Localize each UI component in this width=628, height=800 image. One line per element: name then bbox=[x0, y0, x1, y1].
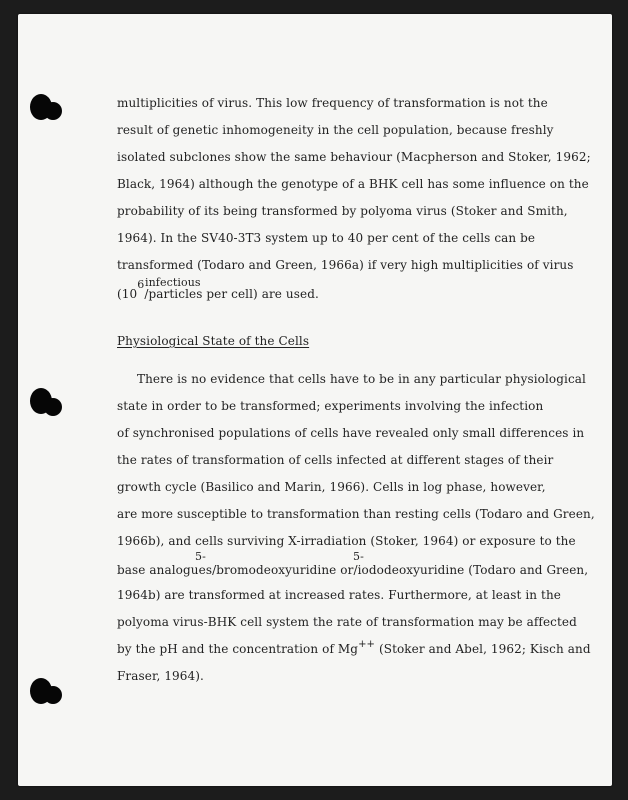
text-line: Black, 1964) although the genotype of a BHK cell has some influence on the bbox=[117, 177, 589, 191]
binder-hole-bottom-shadow bbox=[44, 686, 62, 704]
text-line: Fraser, 1964). bbox=[117, 669, 204, 683]
handwritten-insertion: infectious bbox=[145, 276, 201, 289]
body-text bbox=[117, 90, 595, 690]
text-line: of synchronised populations of cells have revealed only small differences in bbox=[117, 426, 585, 440]
handwritten-insertion: 5- bbox=[195, 550, 206, 563]
text-line: are more susceptible to transformation than resting cells (Todaro and Green, bbox=[117, 507, 595, 521]
text-line: transformed (Todaro and Green, 1966a) if very high multiplicities of virus bbox=[117, 258, 574, 272]
text-line: 1964b) are transformed at increased rates. Furthermore, at least in the bbox=[117, 588, 561, 602]
text-line: probability of its being transformed by polyoma virus (Stoker and Smith, bbox=[117, 204, 568, 218]
text-line: There is no evidence that cells have to be in any particular physiological bbox=[137, 372, 586, 386]
text-line-with-insertions: 5- 5- base analogues/bromodeoxyuridine or/iododeoxyuridine (Todaro and Green, bbox=[117, 550, 589, 577]
text-line-with-superscript: by the pH and the concentration of Mg++ (Stoker and Abel, 1962; Kisch and bbox=[117, 639, 591, 656]
text-line: the rates of transformation of cells infected at different stages of their bbox=[117, 453, 554, 467]
section-heading: Physiological State of the Cells bbox=[117, 334, 310, 348]
text-line: polyoma virus-BHK cell system the rate of transformation may be affected bbox=[117, 615, 577, 629]
text-line-with-insertion: infectious ($10^6$/particles per cell) are used. bbox=[117, 276, 319, 301]
text-line: isolated subclones show the same behaviour (Macpherson and Stoker, 1962; bbox=[117, 150, 591, 164]
text-line: result of genetic inhomogeneity in the cell population, because freshly bbox=[117, 123, 554, 137]
text-line: growth cycle (Basilico and Marin, 1966). Cells in log phase, however, bbox=[117, 480, 546, 494]
text-line: multiplicities of virus. This low frequency of transformation is not the bbox=[117, 96, 548, 110]
text-line: 1966b), and cells surviving X-irradiation (Stoker, 1964) or exposure to the bbox=[117, 534, 576, 548]
binder-hole-middle-shadow bbox=[44, 398, 62, 416]
binder-hole-top-shadow bbox=[44, 102, 62, 120]
superscript: ++ bbox=[358, 639, 376, 650]
exponent: 6 bbox=[137, 278, 145, 291]
text-line: 1964). In the SV40-3T3 system up to 40 per cent of the cells can be bbox=[117, 231, 536, 245]
handwritten-insertion: 5- bbox=[353, 550, 364, 563]
text-line: state in order to be transformed; experiments involving the infection bbox=[117, 399, 544, 413]
